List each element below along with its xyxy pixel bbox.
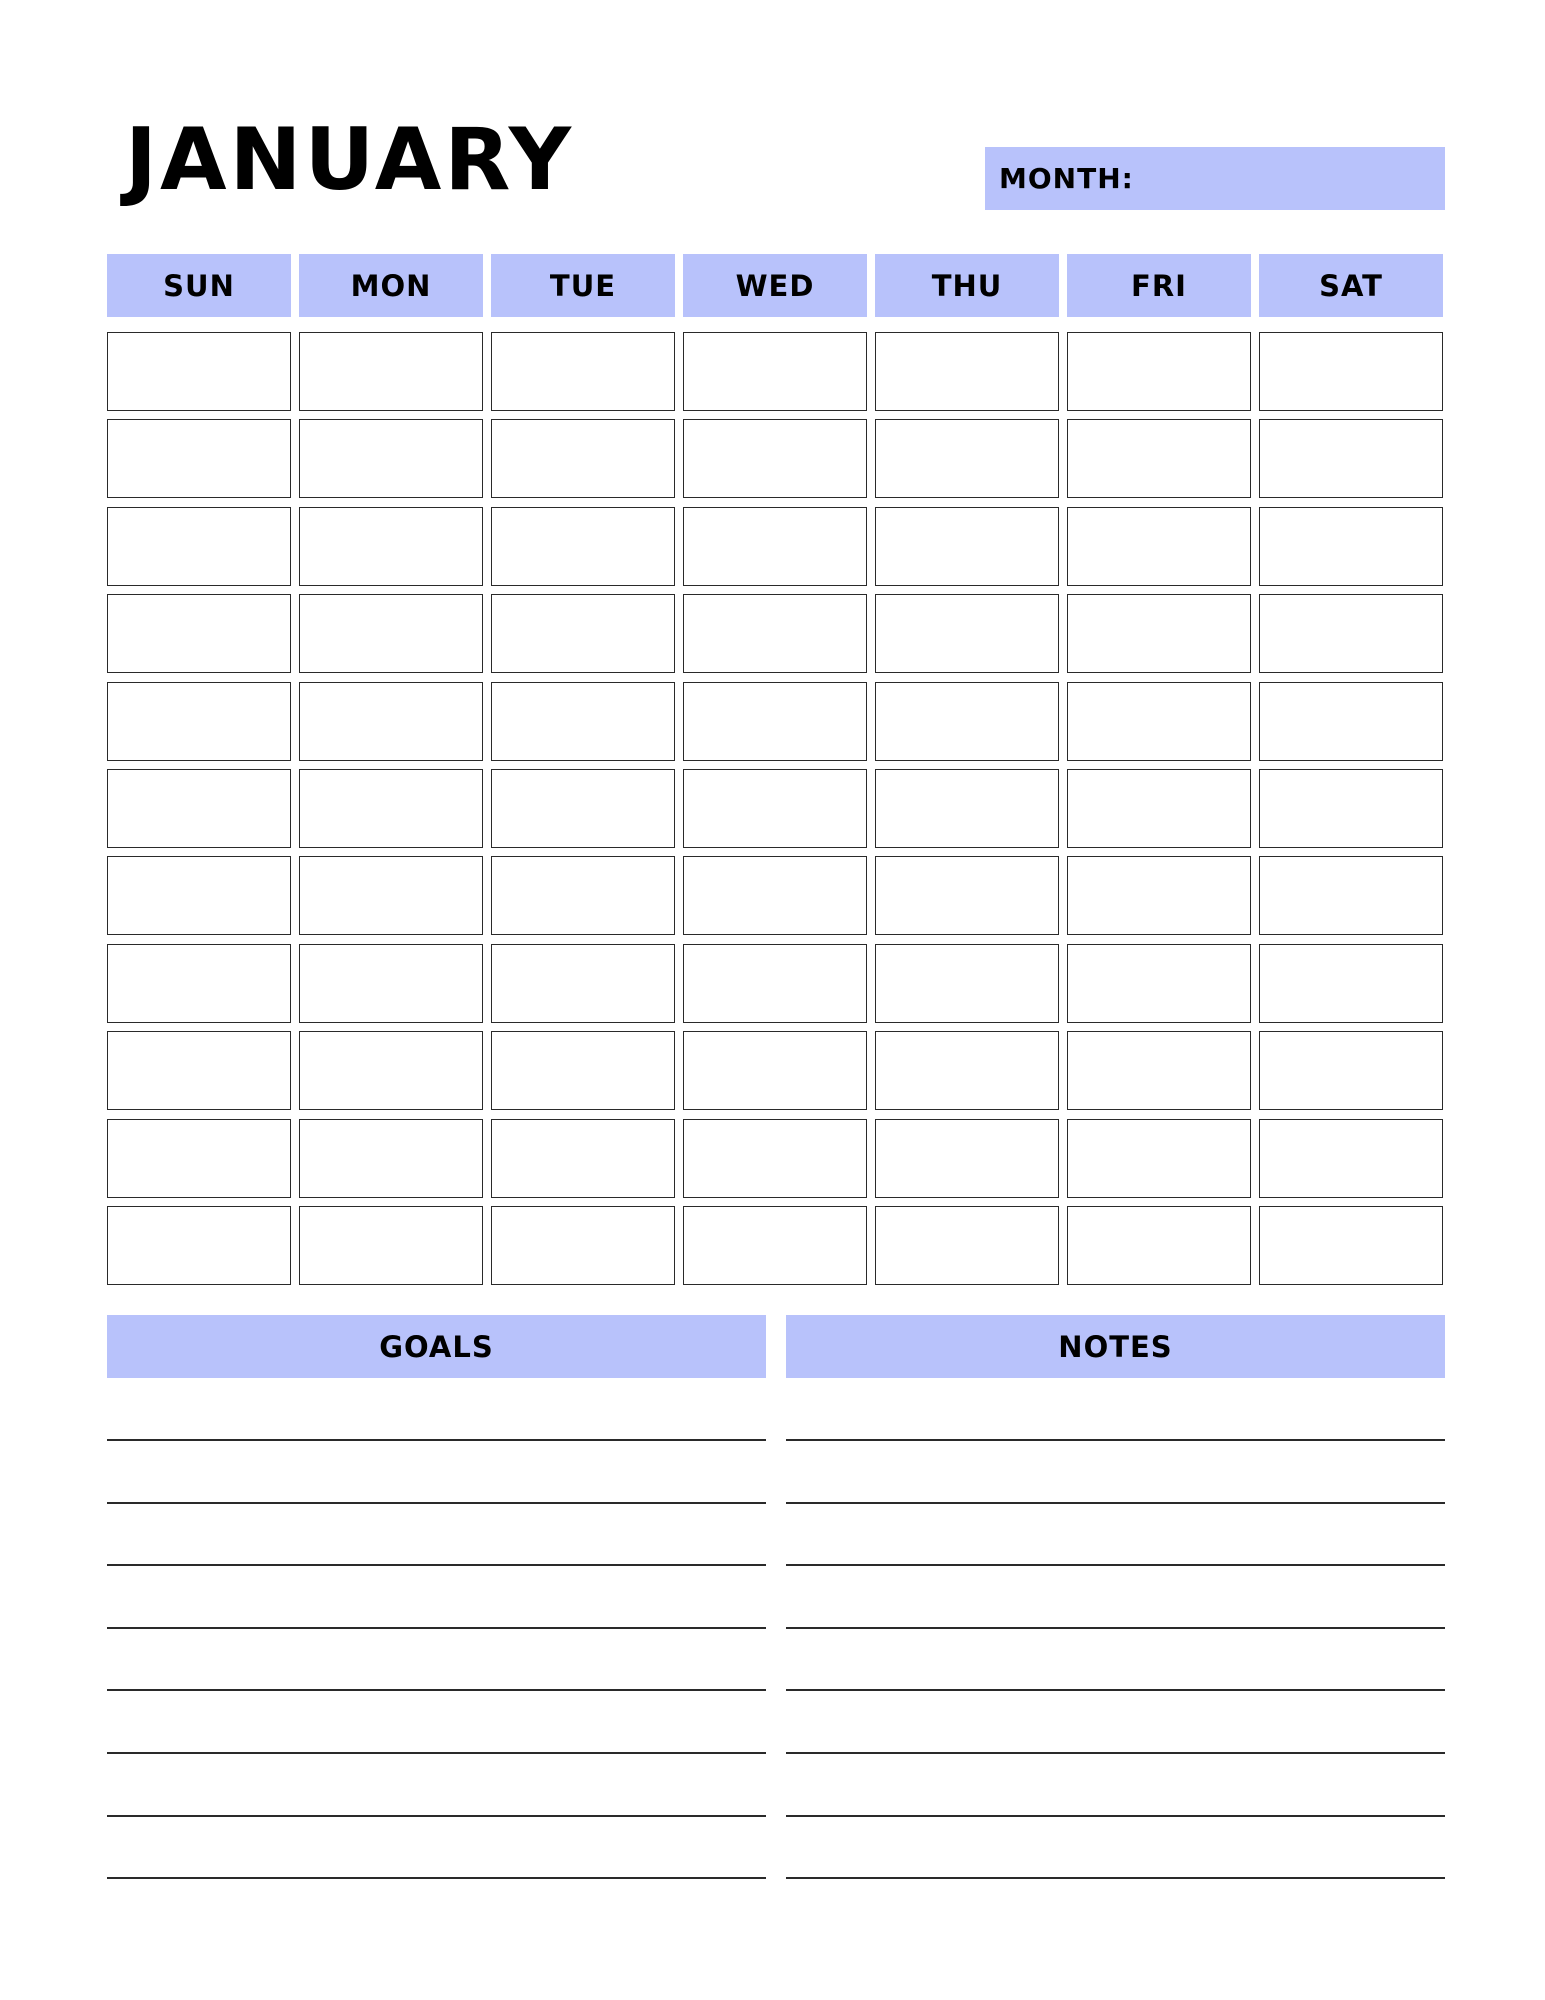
calendar-cell[interactable] (875, 419, 1059, 498)
calendar-cell[interactable] (107, 1119, 291, 1198)
notes-line[interactable] (786, 1502, 1445, 1504)
goals-line[interactable] (107, 1689, 766, 1691)
calendar-cell[interactable] (875, 769, 1059, 848)
calendar-cell[interactable] (875, 1206, 1059, 1285)
notes-line[interactable] (786, 1689, 1445, 1691)
calendar-cell[interactable] (107, 1206, 291, 1285)
calendar-cell[interactable] (683, 682, 867, 761)
calendar-cell[interactable] (491, 769, 675, 848)
calendar-cell[interactable] (875, 1119, 1059, 1198)
calendar-cell[interactable] (299, 332, 483, 411)
calendar-cell[interactable] (1067, 507, 1251, 586)
notes-label: NOTES (1058, 1329, 1173, 1364)
day-header-label: SAT (1319, 268, 1383, 303)
notes-line[interactable] (786, 1564, 1445, 1566)
calendar-cell[interactable] (491, 1031, 675, 1110)
calendar-cell[interactable] (683, 332, 867, 411)
goals-line[interactable] (107, 1564, 766, 1566)
calendar-cell[interactable] (299, 682, 483, 761)
calendar-cell[interactable] (683, 507, 867, 586)
calendar-cell[interactable] (1259, 1119, 1443, 1198)
calendar-cell[interactable] (683, 769, 867, 848)
calendar-cell[interactable] (107, 769, 291, 848)
day-header-tue (491, 254, 675, 317)
day-header-label: MON (350, 268, 432, 303)
calendar-cell[interactable] (107, 682, 291, 761)
calendar-cell[interactable] (1259, 507, 1443, 586)
day-header-label: WED (735, 268, 815, 303)
calendar-cell[interactable] (491, 507, 675, 586)
month-field[interactable] (985, 147, 1445, 210)
calendar-cell[interactable] (875, 594, 1059, 673)
calendar-cell[interactable] (299, 944, 483, 1023)
calendar-cell[interactable] (1067, 419, 1251, 498)
calendar-cell[interactable] (491, 1119, 675, 1198)
calendar-cell[interactable] (491, 332, 675, 411)
goals-line[interactable] (107, 1815, 766, 1817)
month-label: MONTH: (999, 162, 1134, 195)
calendar-cell[interactable] (683, 1206, 867, 1285)
goals-line[interactable] (107, 1502, 766, 1504)
calendar-cell[interactable] (299, 1119, 483, 1198)
goals-line[interactable] (107, 1439, 766, 1441)
calendar-cell[interactable] (1067, 332, 1251, 411)
goals-line[interactable] (107, 1627, 766, 1629)
calendar-cell[interactable] (683, 594, 867, 673)
calendar-cell[interactable] (683, 944, 867, 1023)
calendar-cell[interactable] (875, 856, 1059, 935)
calendar-cell[interactable] (1067, 1119, 1251, 1198)
day-header-mon (299, 254, 483, 317)
calendar-cell[interactable] (491, 944, 675, 1023)
calendar-cell[interactable] (107, 419, 291, 498)
day-header-sun (107, 254, 291, 317)
calendar-cell[interactable] (491, 1206, 675, 1285)
notes-line[interactable] (786, 1627, 1445, 1629)
calendar-cell[interactable] (1259, 944, 1443, 1023)
calendar-cell[interactable] (1259, 594, 1443, 673)
calendar-cell[interactable] (299, 769, 483, 848)
calendar-cell[interactable] (683, 1031, 867, 1110)
calendar-cell[interactable] (299, 419, 483, 498)
calendar-cell[interactable] (1259, 1206, 1443, 1285)
calendar-cell[interactable] (107, 1031, 291, 1110)
notes-line[interactable] (786, 1877, 1445, 1879)
calendar-cell[interactable] (299, 1031, 483, 1110)
calendar-cell[interactable] (1259, 769, 1443, 848)
calendar-cell[interactable] (1259, 332, 1443, 411)
calendar-cell[interactable] (299, 594, 483, 673)
day-header-label: FRI (1131, 268, 1187, 303)
day-header-label: TUE (549, 268, 617, 303)
calendar-cell[interactable] (491, 856, 675, 935)
calendar-cell[interactable] (299, 1206, 483, 1285)
day-header-label: THU (931, 268, 1003, 303)
calendar-cell[interactable] (107, 856, 291, 935)
calendar-cell[interactable] (107, 594, 291, 673)
calendar-cell[interactable] (299, 507, 483, 586)
day-header-sat (1259, 254, 1443, 317)
calendar-cell[interactable] (683, 419, 867, 498)
calendar-cell[interactable] (683, 856, 867, 935)
calendar-cell[interactable] (1259, 419, 1443, 498)
calendar-cell[interactable] (1259, 682, 1443, 761)
goals-line[interactable] (107, 1877, 766, 1879)
calendar-cell[interactable] (491, 594, 675, 673)
day-header-label: SUN (163, 268, 235, 303)
calendar-cell[interactable] (1067, 1031, 1251, 1110)
calendar-cell[interactable] (1067, 682, 1251, 761)
calendar-cell[interactable] (1067, 594, 1251, 673)
day-header-thu (875, 254, 1059, 317)
calendar-cell[interactable] (1067, 856, 1251, 935)
notes-line[interactable] (786, 1815, 1445, 1817)
calendar-cell[interactable] (299, 856, 483, 935)
calendar-cell[interactable] (1067, 944, 1251, 1023)
calendar-cell[interactable] (1259, 856, 1443, 935)
goals-line[interactable] (107, 1752, 766, 1754)
calendar-cell[interactable] (1067, 769, 1251, 848)
calendar-cell[interactable] (875, 944, 1059, 1023)
notes-header (786, 1315, 1445, 1378)
calendar-cell[interactable] (1067, 1206, 1251, 1285)
goals-label: GOALS (379, 1329, 494, 1364)
calendar-cell[interactable] (875, 1031, 1059, 1110)
calendar-cell[interactable] (683, 1119, 867, 1198)
calendar-cell[interactable] (491, 682, 675, 761)
calendar-cell[interactable] (491, 419, 675, 498)
day-header-fri (1067, 254, 1251, 317)
page-title: JANUARY (125, 110, 575, 210)
notes-line[interactable] (786, 1752, 1445, 1754)
calendar-cell[interactable] (875, 682, 1059, 761)
day-header-wed (683, 254, 867, 317)
calendar-cell[interactable] (875, 332, 1059, 411)
notes-line[interactable] (786, 1439, 1445, 1441)
calendar-cell[interactable] (1259, 1031, 1443, 1110)
calendar-cell[interactable] (107, 507, 291, 586)
goals-header (107, 1315, 766, 1378)
calendar-cell[interactable] (107, 944, 291, 1023)
calendar-cell[interactable] (107, 332, 291, 411)
calendar-cell[interactable] (875, 507, 1059, 586)
